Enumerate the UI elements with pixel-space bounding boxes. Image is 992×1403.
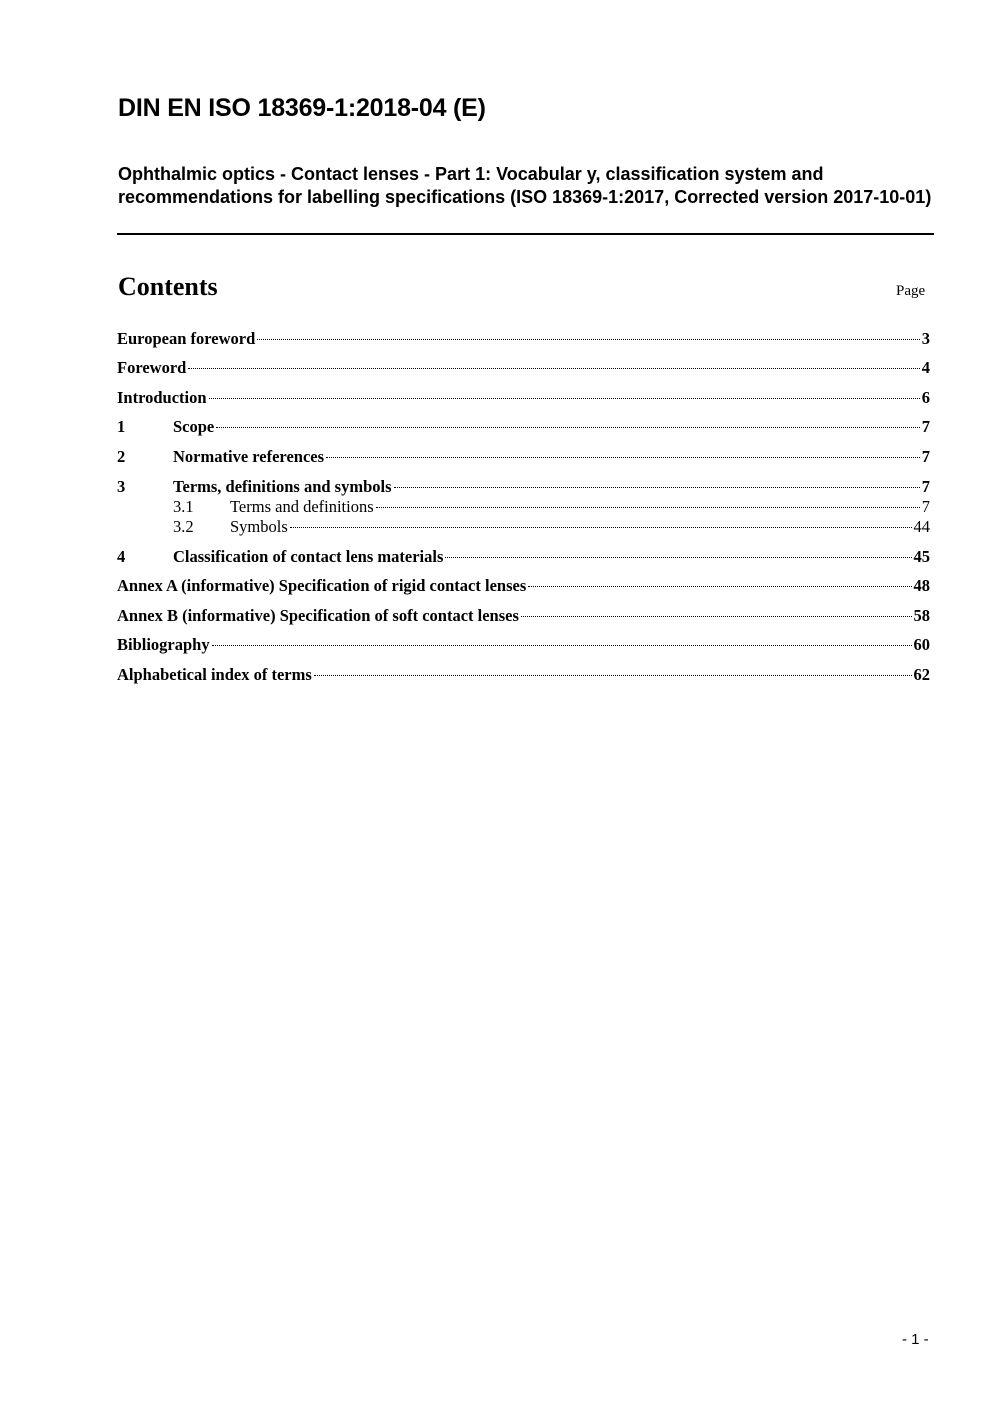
toc-leader — [528, 586, 911, 587]
toc-entry-terms-definitions-symbols[interactable] — [117, 477, 930, 497]
toc-leader — [290, 527, 912, 528]
toc-leader — [376, 507, 920, 508]
toc-leader — [257, 339, 919, 340]
toc-entry-number: 3 — [117, 477, 126, 496]
toc-subentry-terms-definitions[interactable] — [117, 497, 930, 517]
toc-entry-title: Foreword — [117, 358, 187, 377]
toc-entry-classification[interactable] — [117, 547, 930, 567]
toc-entry-title: Alphabetical index of terms — [117, 665, 312, 684]
toc-entry-title: Classification of contact lens materials — [173, 547, 444, 566]
toc-entry-number: 3.1 — [173, 497, 194, 516]
toc-entry-page: 58 — [913, 606, 930, 625]
title-divider — [117, 233, 934, 235]
toc-entry-page: 62 — [913, 665, 930, 684]
toc-entry-page: 4 — [921, 358, 930, 377]
toc-subentry-symbols[interactable] — [117, 517, 930, 537]
toc-entry-scope[interactable] — [117, 417, 930, 437]
toc-entry-number: 4 — [117, 547, 126, 566]
toc-entry-page: 60 — [913, 635, 930, 654]
toc-entry-title: Symbols — [230, 517, 288, 536]
toc-entry-title: Terms, definitions and symbols — [173, 477, 392, 496]
toc-entry-foreword[interactable] — [117, 358, 930, 378]
document-subtitle: Ophthalmic optics - Contact lenses - Part 1: Vocabular y, classification system and recommendations for labelling specifications (ISO 18369-1:2017, Corrected version 2017-10-01) — [118, 164, 932, 207]
toc-entry-annex-a[interactable] — [117, 576, 930, 596]
toc-leader — [445, 557, 911, 558]
toc-leader — [314, 675, 912, 676]
toc-entry-alphabetical-index[interactable] — [117, 665, 930, 685]
toc-entry-page: 45 — [913, 547, 930, 566]
toc-entry-introduction[interactable] — [117, 388, 930, 408]
toc-entry-title: Normative references — [173, 447, 325, 466]
toc-leader — [216, 427, 920, 428]
document-id: DIN EN ISO 18369-1:2018-04 (E) — [118, 94, 486, 122]
toc-entry-title: Annex A (informative) Specification of rigid contact lenses — [117, 576, 527, 595]
toc-entry-page: 6 — [921, 388, 930, 407]
toc-entry-normative-references[interactable] — [117, 447, 930, 467]
toc-entry-number: 3.2 — [173, 517, 194, 536]
toc-entry-page: 48 — [913, 576, 930, 595]
toc-leader — [209, 398, 920, 399]
page-number: - 1 - — [902, 1331, 929, 1348]
toc-entry-page: 3 — [921, 329, 930, 348]
toc-entry-page: 7 — [921, 447, 930, 466]
toc-entry-title: European foreword — [117, 329, 256, 348]
toc-entry-title: Introduction — [117, 388, 207, 407]
toc-leader — [521, 616, 912, 617]
toc-entry-annex-b[interactable] — [117, 606, 930, 626]
toc-entry-european-foreword[interactable] — [117, 329, 930, 349]
toc-entry-title: Scope — [173, 417, 215, 436]
toc-entry-title: Terms and definitions — [230, 497, 374, 516]
toc-entry-title: Annex B (informative) Specification of soft contact lenses — [117, 606, 519, 625]
toc-leader — [394, 487, 920, 488]
toc-entry-bibliography[interactable] — [117, 635, 930, 655]
toc-entry-title: Bibliography — [117, 635, 210, 654]
toc-leader — [188, 368, 919, 369]
toc-entry-page: 44 — [913, 517, 930, 536]
toc-entry-number: 2 — [117, 447, 126, 466]
page-column-label: Page — [896, 283, 926, 299]
toc-leader — [212, 645, 912, 646]
toc-entry-page: 7 — [921, 417, 930, 436]
toc-entry-page: 7 — [921, 497, 930, 516]
toc-leader — [326, 457, 920, 458]
toc-entry-page: 7 — [921, 477, 930, 496]
toc-entry-number: 1 — [117, 417, 126, 436]
contents-heading: Contents — [118, 272, 218, 301]
